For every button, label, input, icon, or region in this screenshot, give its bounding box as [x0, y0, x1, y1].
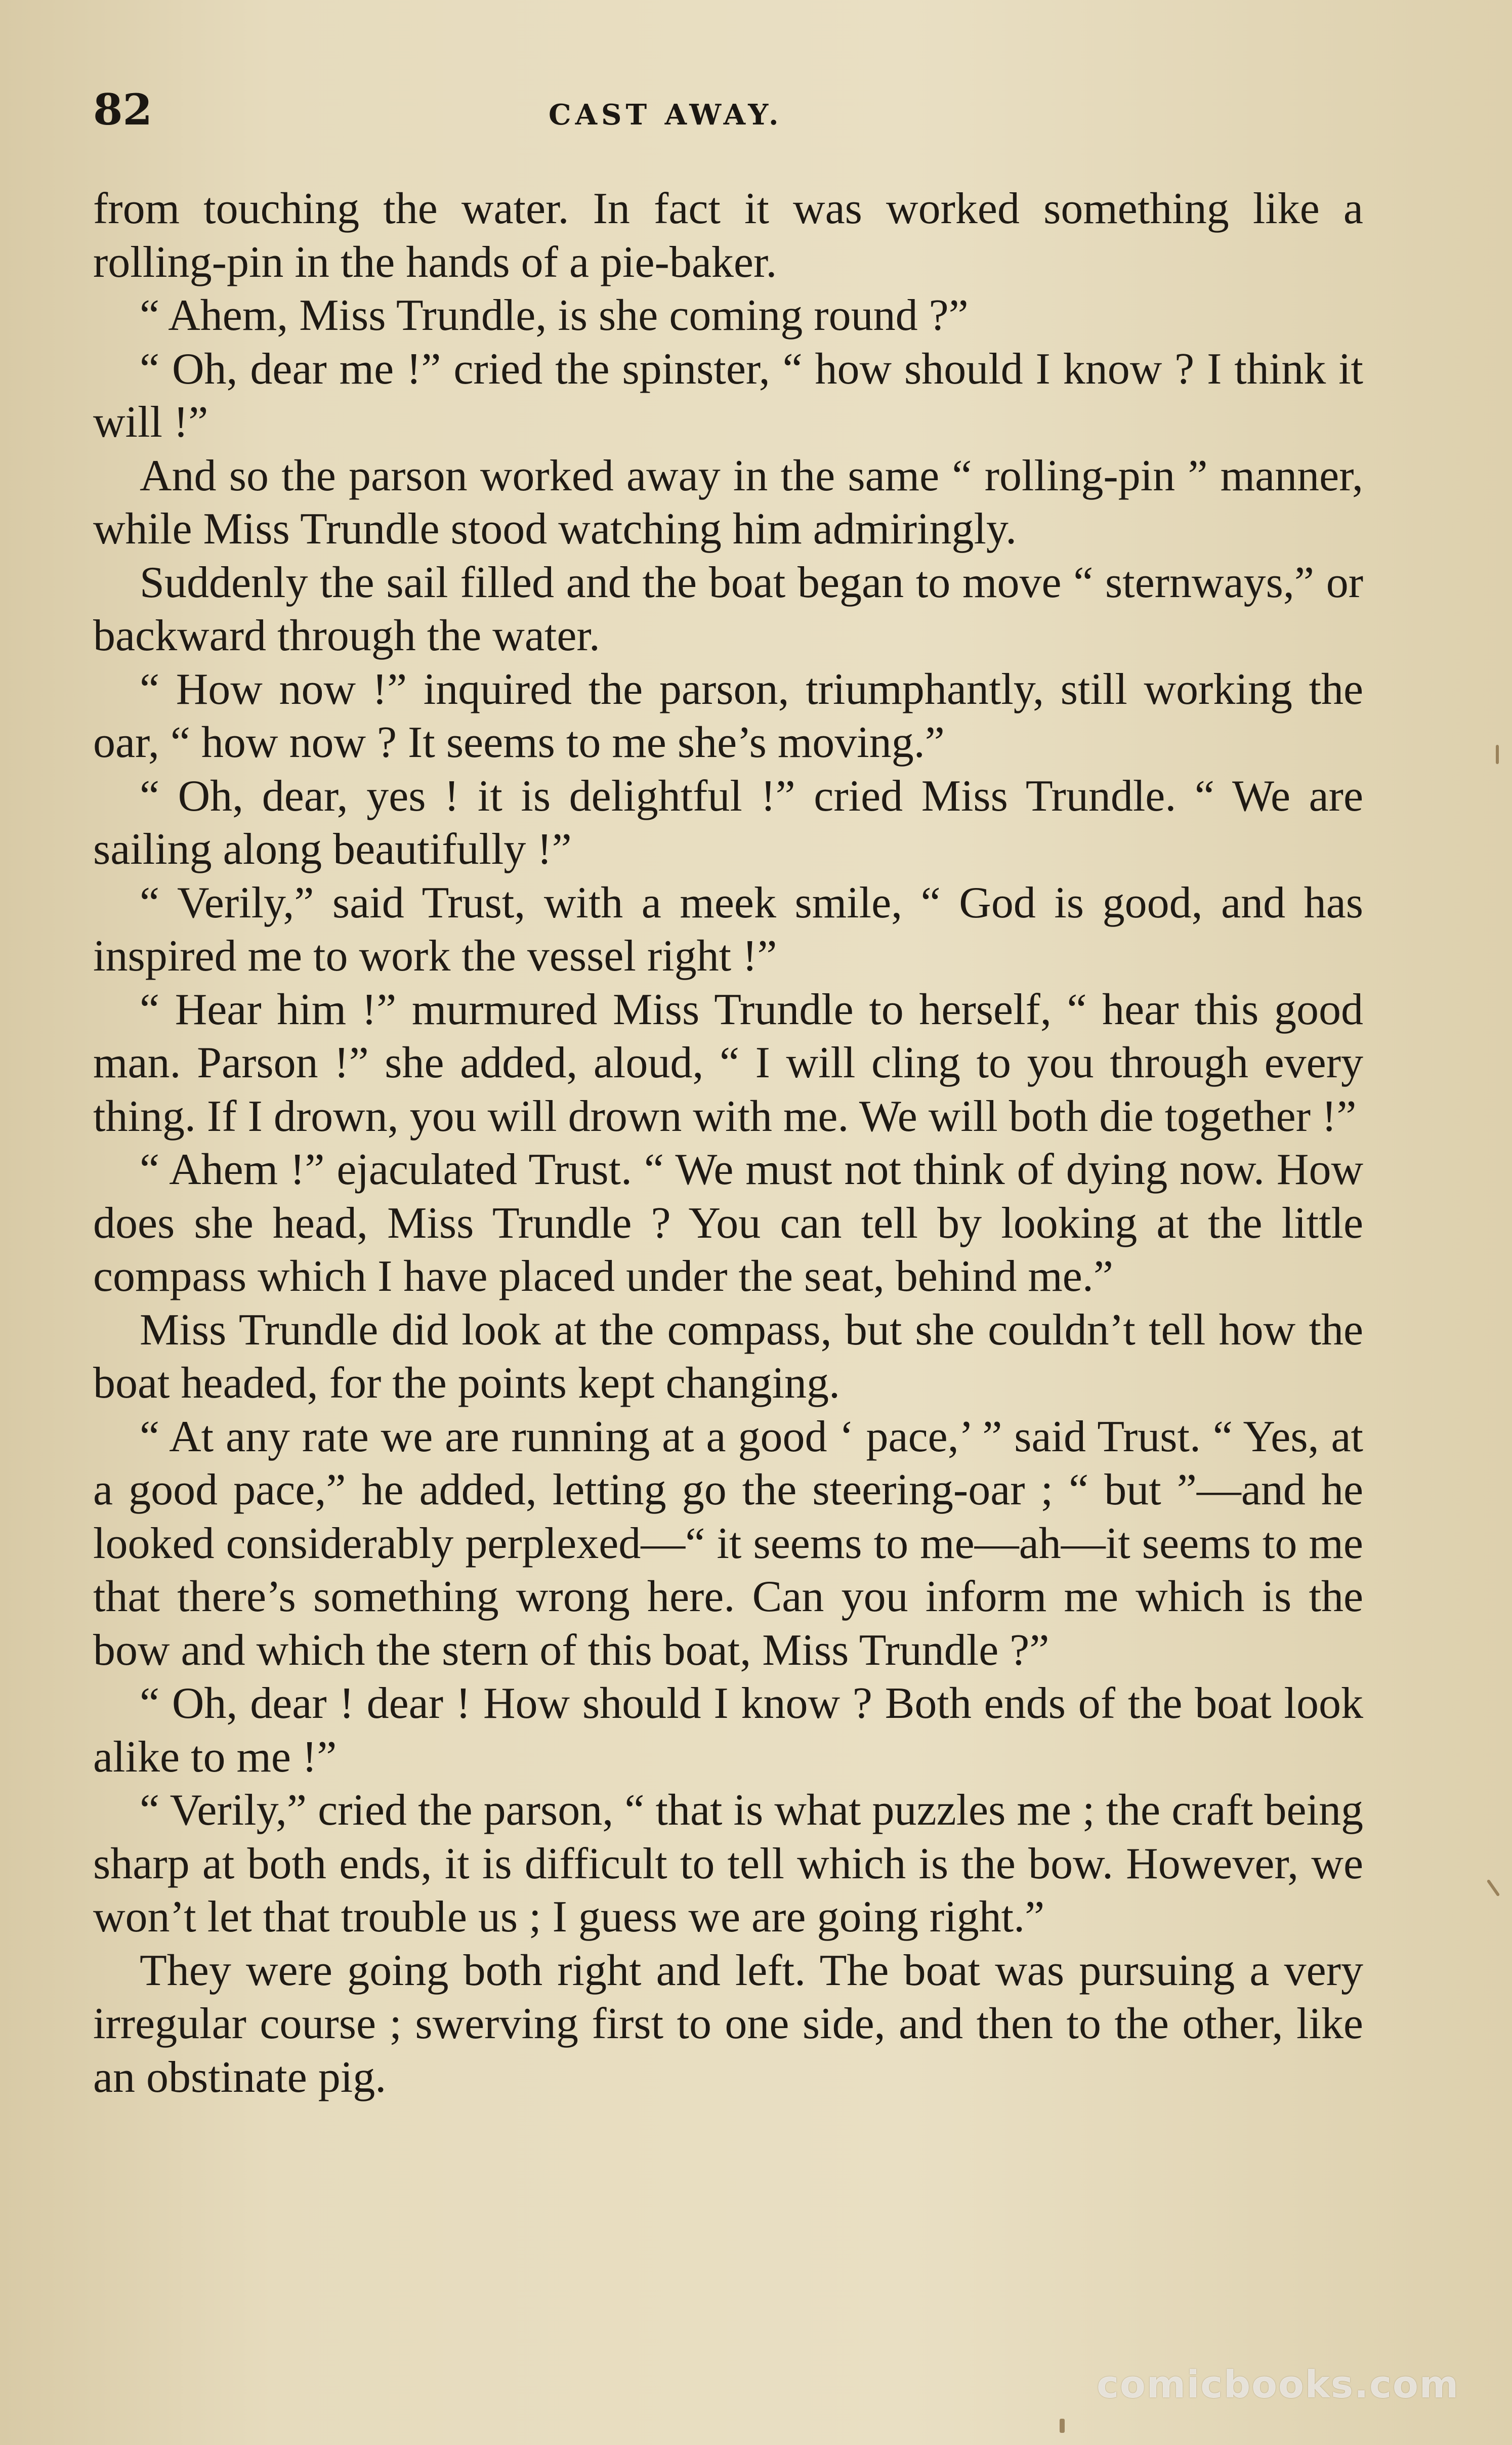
running-head: CAST AWAY. — [549, 98, 783, 132]
paragraph: Suddenly the sail filled and the boat began to move “ sternways,” or backward through the water. — [93, 558, 1363, 660]
paragraph: “ How now !” inquired the parson, triumphantly, still working the oar, “ how now ? It seems to me she’s moving.” — [93, 664, 1363, 767]
watermark: comicbooks.com — [1097, 2363, 1459, 2407]
paragraph: “ At any rate we are running at a good ‘ pace,’ ” said Trust. “ Yes, at a good pace,” he added, letting go the steering-oar ; “ but ”—and he looked considerably perplexed—“ it seems to me—ah—it seems to me that there’s something wrong here. Can you inform me which is the bow and which the stern of this boat, Miss Trundle ?” — [93, 1412, 1363, 1675]
page-header — [93, 82, 1363, 138]
paragraph: from touching the water. In fact it was worked something like a rolling-pin in the hands of a pie-baker. — [93, 184, 1363, 287]
page-edge-mark — [1060, 2419, 1065, 2433]
page-number: 82 — [93, 85, 152, 135]
paragraph: “ Oh, dear, yes ! it is delightful !” cried Miss Trundle. “ We are sailing along beautifully !” — [93, 771, 1363, 874]
paragraph: They were going both right and left. The boat was pursuing a very irregular course ; swerving first to one side, and then to the other, like an obstinate pig. — [93, 1946, 1363, 2102]
page-edge-mark — [1496, 745, 1499, 764]
paragraph: And so the parson worked away in the same “ rolling-pin ” manner, while Miss Trundle stood watching him admiringly. — [93, 451, 1363, 554]
paragraph: “ Ahem !” ejaculated Trust. “ We must not think of dying now. How does she head, Miss Trundle ? You can tell by looking at the little compass which I have placed under the seat, behind me.” — [93, 1145, 1363, 1301]
paragraph: “ Verily,” said Trust, with a meek smile, “ God is good, and has inspired me to work the vessel right !” — [93, 878, 1363, 981]
paragraph: “ Ahem, Miss Trundle, is she coming round ?” — [140, 291, 969, 340]
paragraph: Miss Trundle did look at the compass, but she couldn’t tell how the boat headed, for the points kept changing. — [93, 1305, 1363, 1408]
page-body-text — [93, 182, 1363, 2338]
paragraph: “ Oh, dear me !” cried the spinster, “ how should I know ? I think it will !” — [93, 344, 1363, 447]
paragraph: “ Oh, dear ! dear ! How should I know ? Both ends of the boat look alike to me !” — [93, 1679, 1363, 1782]
page-edge-mark — [1487, 1879, 1500, 1897]
paragraph: “ Hear him !” murmured Miss Trundle to herself, “ hear this good man. Parson !” she added, aloud, “ I will cling to you through every thing. If I drown, you will drown with me. We will both die together !” — [93, 985, 1363, 1141]
paragraph: “ Verily,” cried the parson, “ that is what puzzles me ; the craft being sharp at both ends, it is difficult to tell which is the bow. However, we won’t let that trouble us ; I guess we are going right.” — [93, 1786, 1363, 1942]
